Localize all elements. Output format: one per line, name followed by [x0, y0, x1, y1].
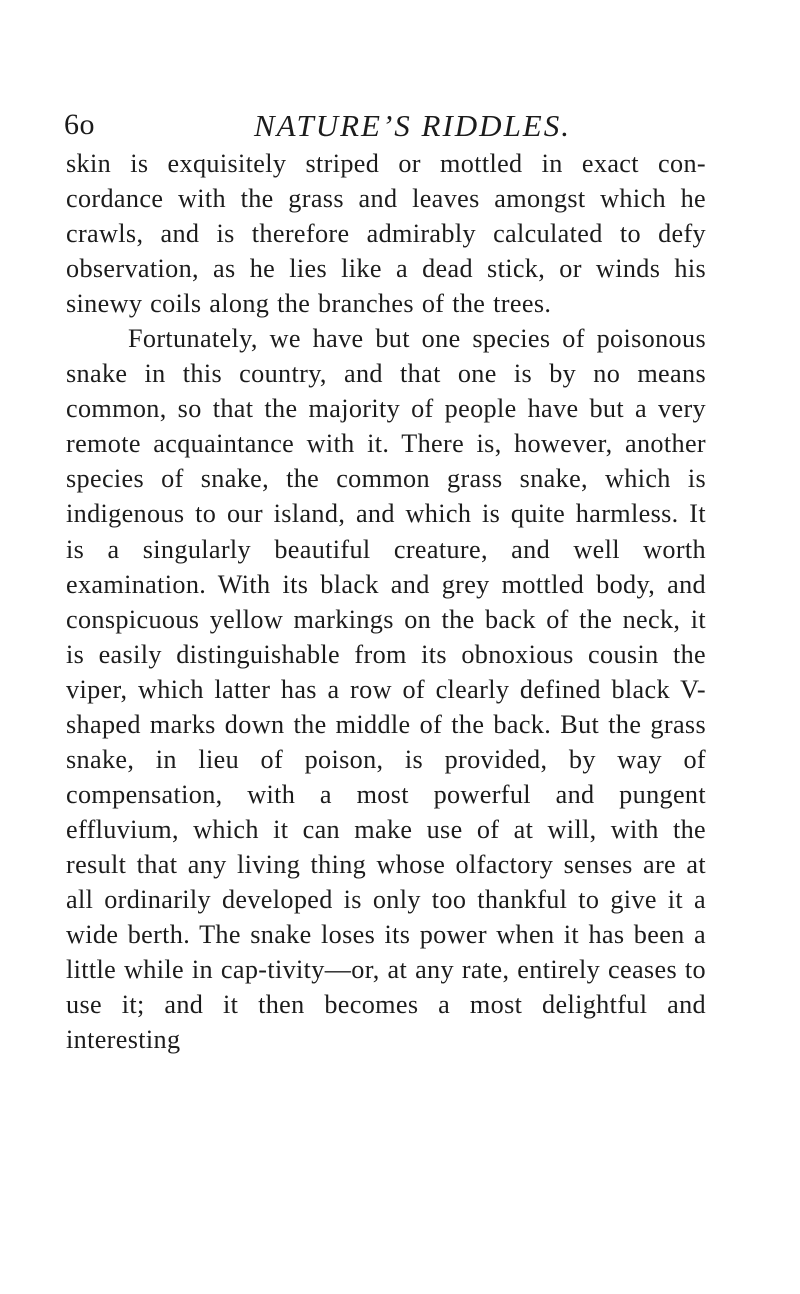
body-text [66, 146, 706, 1057]
paragraph-grass-snake: Fortunately, we have but one species of poisonous snake in this country, and that one is by no means common, so that the majority of people have but a very remote acquaintance with it. There is, however, another species of snake, the common grass snake, which is indigenous to our island, and which is quite harmless. It is a singularly beautiful creature, and well worth examination. With its black and grey mottled body, and conspicuous yellow markings on the back of the neck, it is easily distinguishable from its obnoxious cousin the viper, which latter has a row of clearly defined black V-shaped marks down the middle of the back. But the grass snake, in lieu of poison, is provided, by way of compensation, with a most powerful and pungent effluvium, which it can make use of at will, with the result that any living thing whose olfactory senses are at all ordinarily developed is only too thankful to give it a wide berth. The snake loses its power when it has been a little while in cap-tivity—or, at any rate, entirely ceases to use it; and it then becomes a most delightful and interesting [66, 324, 706, 1055]
paragraph-continuation: skin is exquisitely striped or mottled in exact con-cordance with the grass and leaves amongst which he crawls, and is therefore admirably calculated to defy observation, as he lies like a dead stick, or winds his sinewy coils along the branches of the trees. [66, 149, 706, 319]
page-number: 6o [64, 108, 95, 141]
running-title: NATURE’S RIDDLES. [254, 108, 571, 143]
